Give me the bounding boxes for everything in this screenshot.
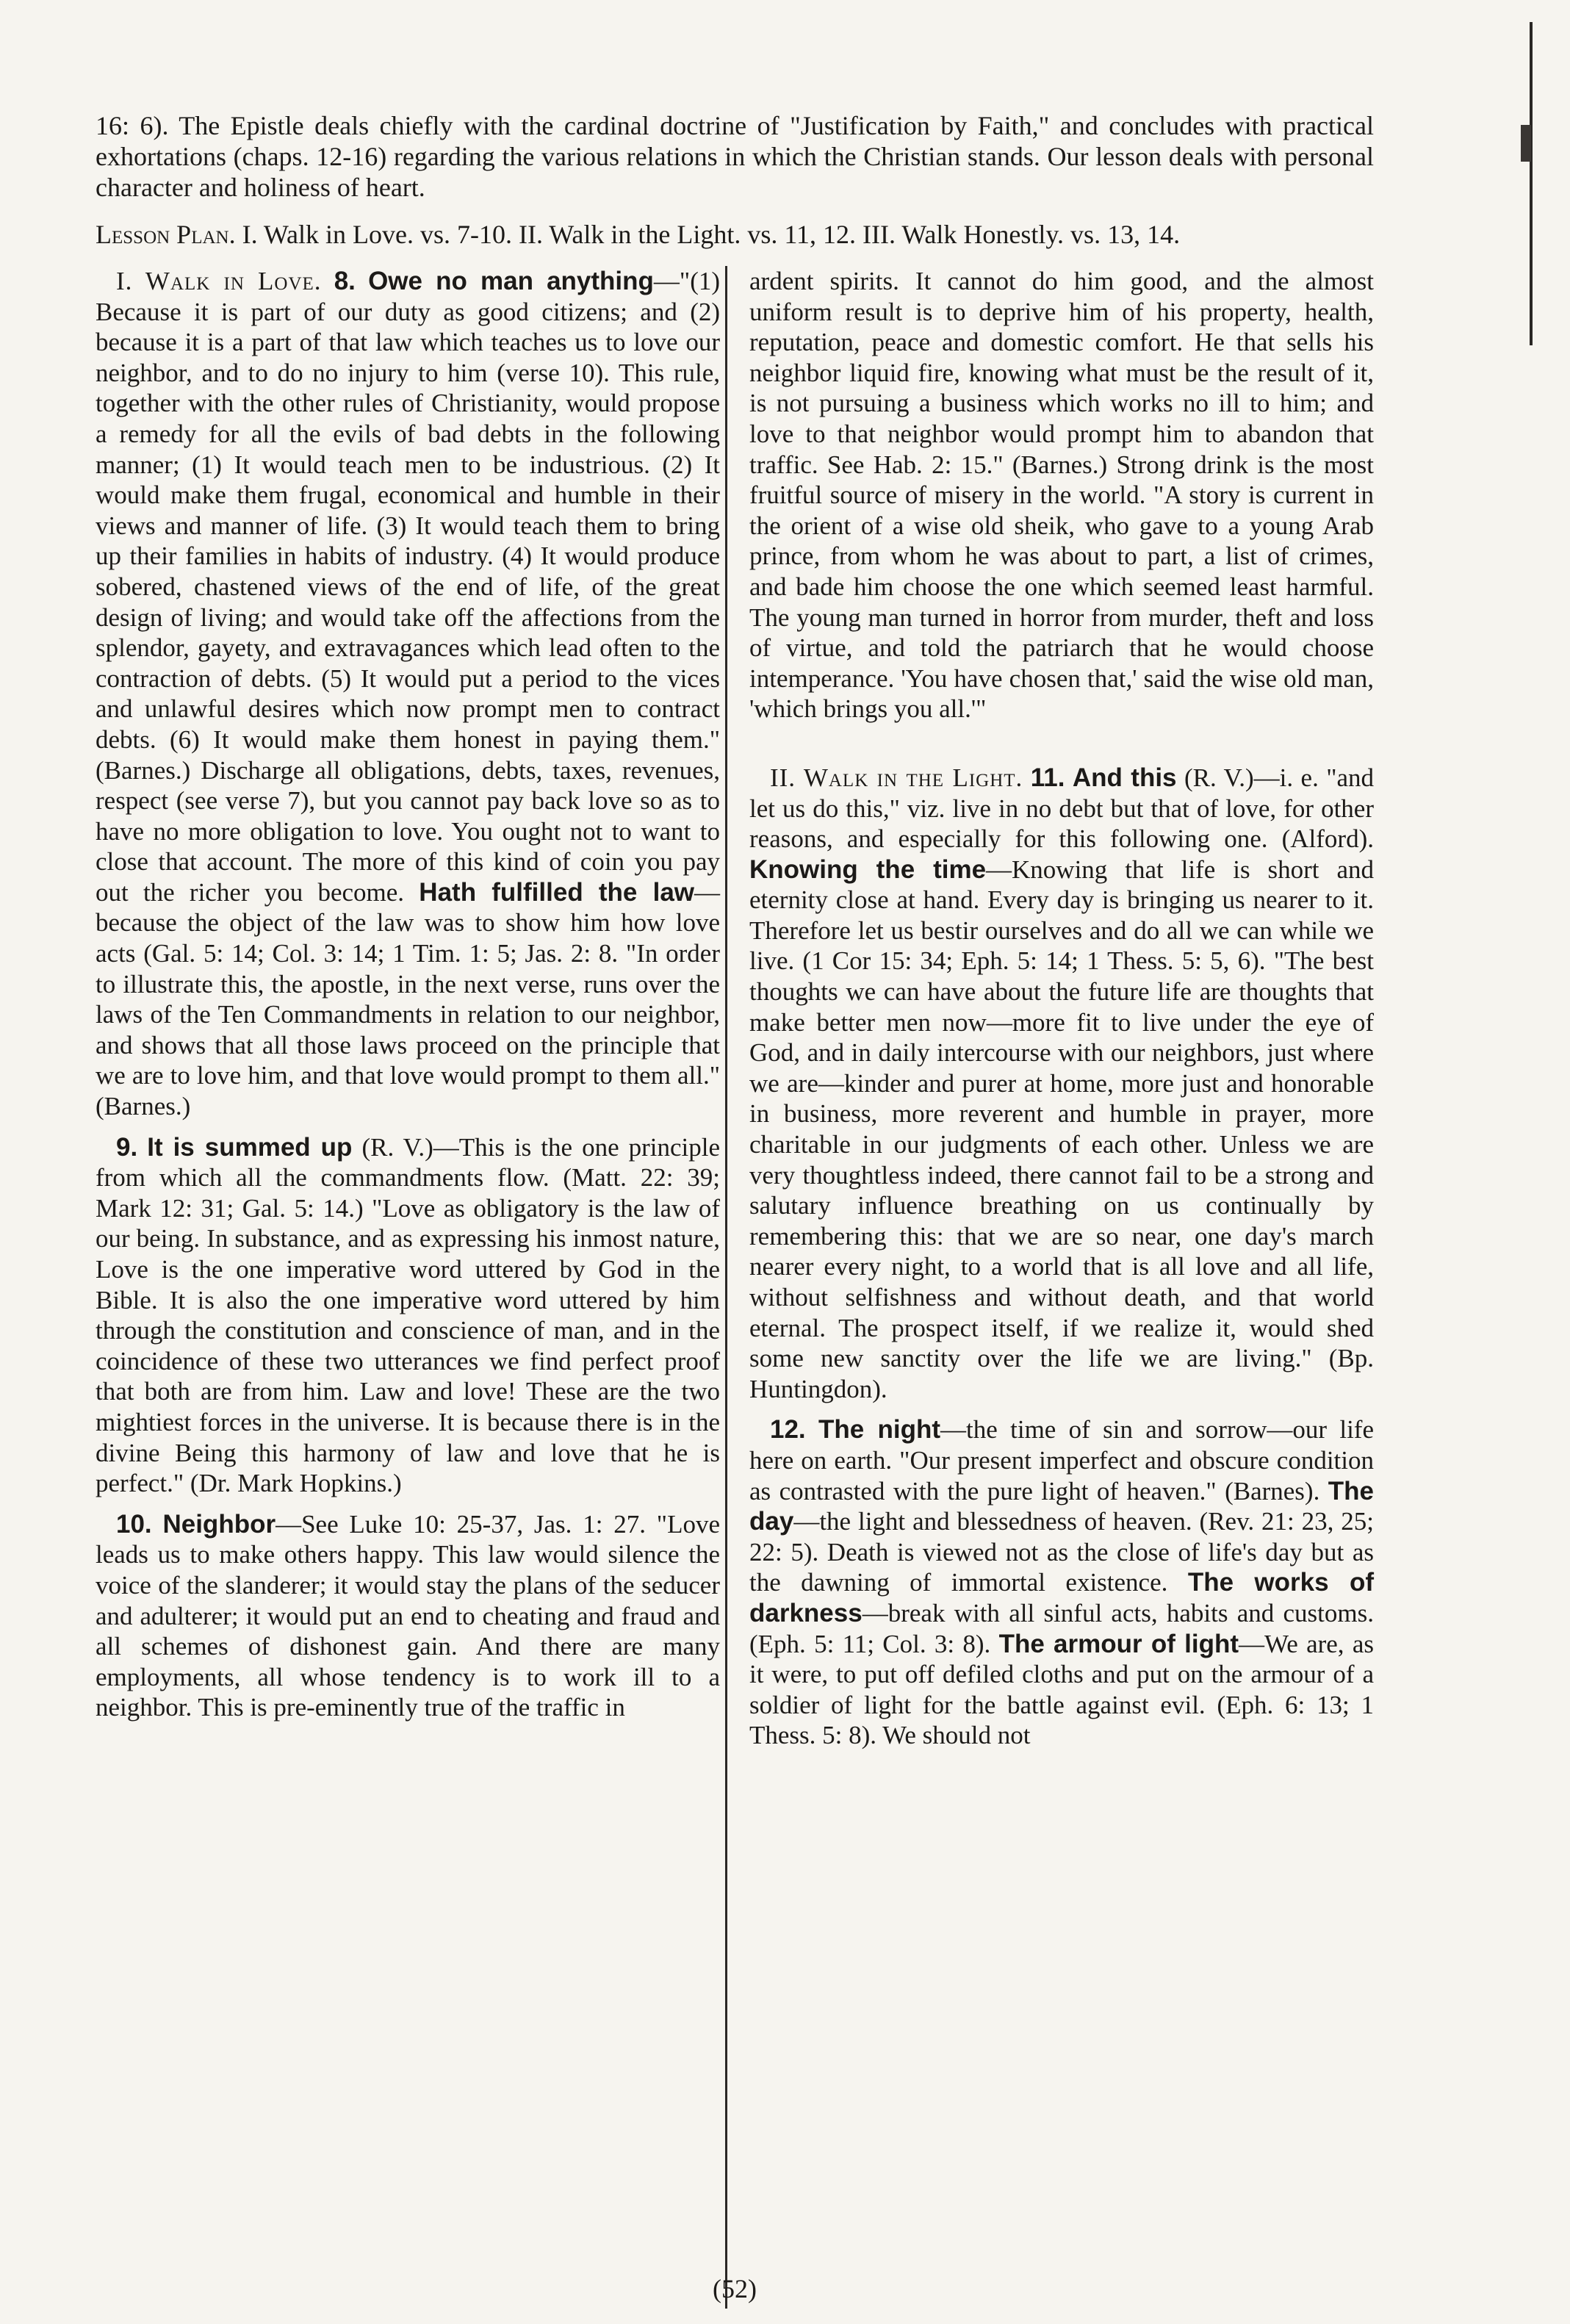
left-column	[96, 266, 720, 1761]
commentary-text: —Knowing that life is short and eternity close at hand. Every day is bringing us nearer to it. Therefore let us bestir ourselves and do all we can while we live. (1 Cor 15: 34; Eph. 5: 14; 1 Thess. 5: 5, 6). "The best thoughts we can have about the future life are thoughts that make better men now—more fit to live under the eye of God, and in daily intercourse with our neighbors, just where we are—kinder and purer at home, more just and honorable in business, more reverent and humble in prayer, more charitable in our judgments of each other. Unless we are very thoughtless indeed, there cannot fail to be a strong and salutary influence breathing on us continually by remembering this: that we are so near, one day's march nearer every night, to a world that is all love and all life, without selfishness and without death, and that world eternal. The prospect itself, if we realize it, would shed some new sanctity over the life we are living." (Bp. Huntingdon).	[749, 855, 1374, 1403]
section-heading-walk-in-light: II. Walk in the Light.	[770, 763, 1023, 792]
commentary-text: —"(1) Because it is part of our duty as good citizens; and (2) because it is a part of that law which teaches us to love our neighbor, and to do no injury to him (verse 10). This rule, together with the other rules of Christianity, would propose a remedy for all the evils of bad debts in the following manner; (1) It would teach men to be industrious. (2) It would make them frugal, economical and humble in their views and manner of life. (3) It would teach them to bring up their families in habits of industry. (4) It would produce sobered, chastened views of the end of life, of the great design of living; and would take off the affections from the splendor, gayety, and extravagances which lead often to the contraction of debts. (5) It would put a period to the vices and unlawful desires which now prompt men to contract debts. (6) It would make them honest in paying them." (Barnes.) Discharge all obligations, debts, taxes, revenues, respect (see verse 7), but you cannot pay back love so as to have no more obligation to love. You ought not to want to close that account. The more of this kind of coin you pay out the richer you become.	[96, 267, 721, 907]
commentary-text: —because the object of the law was to show him how love acts (Gal. 5: 14; Col. 3: 14; 1 Tim. 1: 5; Jas. 2: 8. "In order to illustrate this, the apostle, in the next verse, runs over the laws of the Ten Commandments in relation to our neighbor, and shows that all those laws proceed on the principle that we are to love him, and that love would prompt to them all." (Barnes.)	[96, 877, 721, 1121]
scan-edge-mark	[1521, 125, 1531, 162]
key-term: Owe no man anything	[368, 267, 654, 295]
commentary-text: —We are, as it were, to put off defiled cloths and put on the armour of a soldier of light for the battle against evil. (Eph. 6: 13; 1 Thess. 5: 8). We should not	[749, 1629, 1374, 1750]
key-term: The works of darkness	[749, 1568, 1375, 1627]
key-term: It is summed up	[147, 1132, 353, 1162]
commentary-text: —break with all sinful acts, habits and customs. (Eph. 5: 11; Col. 3: 8).	[749, 1598, 1374, 1658]
continued-paragraph: ardent spirits. It cannot do him good, and the almost uniform result is to deprive him of his property, health, reputation, peace and domestic comfort. He that sells his neighbor liquid fire, knowing what must be the result of it, is not pursuing a business which works no ill to him; and love to that neighbor would prompt him to abandon that traffic. See Hab. 2: 15." (Barnes.) Strong drink is the most fruitful source of misery in the world. "A story is current in the orient of a wise old sheik, who gave to a young Arab prince, from whom he was about to part, a list of crimes, and bade him choose the one which seemed least harmful. The young man turned in horror from murder, theft and loss of virtue, and told the patriarch that he would choose intemperance. 'You have chosen that,' said the wise old man, 'which brings you all.'"	[749, 267, 1374, 724]
page	[96, 110, 1374, 1761]
commentary-text: —the light and blessedness of heaven. (Rev. 21: 23, 25; 22: 5). Death is viewed not as the close of life's day but as the dawning of immortal existence.	[749, 1507, 1374, 1597]
commentary-text: (R. V.)—This is the one principle from which all the commandments flow. (Matt. 22: 39; Mark 12: 31; Gal. 5: 14.) "Love as obligatory is the law of our being. In substance, and as expressing his inmost nature, Love is the one imperative word uttered by God in the Bible. It is also the one imperative word uttered by him through the constitution and conscience of man, and in the coincidence of these two utterances we find perfect proof that both are from him. Law and love! These are the two mightiest forces in the universe. It is because there is in the divine Being this harmony of law and love that he is perfect." (Dr. Mark Hopkins.)	[96, 1132, 721, 1498]
lesson-plan	[96, 219, 1374, 250]
lesson-plan-text: I. Walk in Love. vs. 7-10. II. Walk in the Light. vs. 11, 12. III. Walk Honestly. vs. 13, 14.	[242, 220, 1181, 249]
lesson-plan-label: Lesson Plan.	[96, 220, 236, 249]
verse-8-note	[96, 266, 720, 1122]
section-heading-walk-in-love: I. Walk in Love.	[116, 267, 322, 295]
key-term: The armour of light	[998, 1629, 1239, 1658]
verse-12-note	[749, 1414, 1374, 1751]
key-term: Neighbor	[162, 1509, 276, 1539]
verse-10-note	[96, 1509, 720, 1723]
key-term: The day	[749, 1476, 1374, 1536]
verse-number: 8.	[334, 267, 356, 295]
right-column	[749, 266, 1374, 1761]
commentary-text: —the time of sin and sorrow—our life here on earth. "Our present imperfect and obscure condition as contrasted with the pure light of heaven." (Barnes).	[749, 1415, 1374, 1505]
key-term: Knowing the time	[749, 855, 987, 884]
column-divider	[725, 266, 727, 2309]
key-term: Hath fulfilled the law	[419, 877, 695, 907]
two-column-body	[96, 266, 1374, 1761]
commentary-text: —See Luke 10: 25-37, Jas. 1: 27. "Love leads us to make others happy. This law would silence the voice of the slanderer; it would stay the plans of the seducer and adulterer; it would put an end to cheating and fraud and all schemes of dishonest gain. And there are many employments, all whose tendency is to work ill to a neighbor. This is pre-eminently true of the traffic in	[96, 1509, 721, 1722]
intro-paragraph: 16: 6). The Epistle deals chiefly with the cardinal doctrine of "Justification by Faith," and concludes with practical exhortations (chaps. 12-16) regarding the various relations in which the Christian stands. Our lesson deals with personal character and holiness of heart.	[96, 111, 1374, 202]
key-term: The night	[818, 1415, 941, 1445]
verse-number: 9.	[116, 1132, 138, 1162]
scan-edge-mark	[1530, 22, 1533, 345]
verse-11-note	[749, 763, 1374, 1404]
key-term: And this	[1072, 763, 1177, 792]
verse-number: 12.	[770, 1415, 806, 1445]
commentary-text: (R. V.)—i. e. "and let us do this," viz. live in no debt but that of love, for other reasons, and especially for this following one. (Alford).	[749, 763, 1375, 854]
verse-number: 10.	[116, 1509, 152, 1539]
page-number: (52)	[713, 2274, 757, 2303]
verse-9-note	[96, 1132, 720, 1499]
verse-number: 11.	[1030, 763, 1065, 792]
